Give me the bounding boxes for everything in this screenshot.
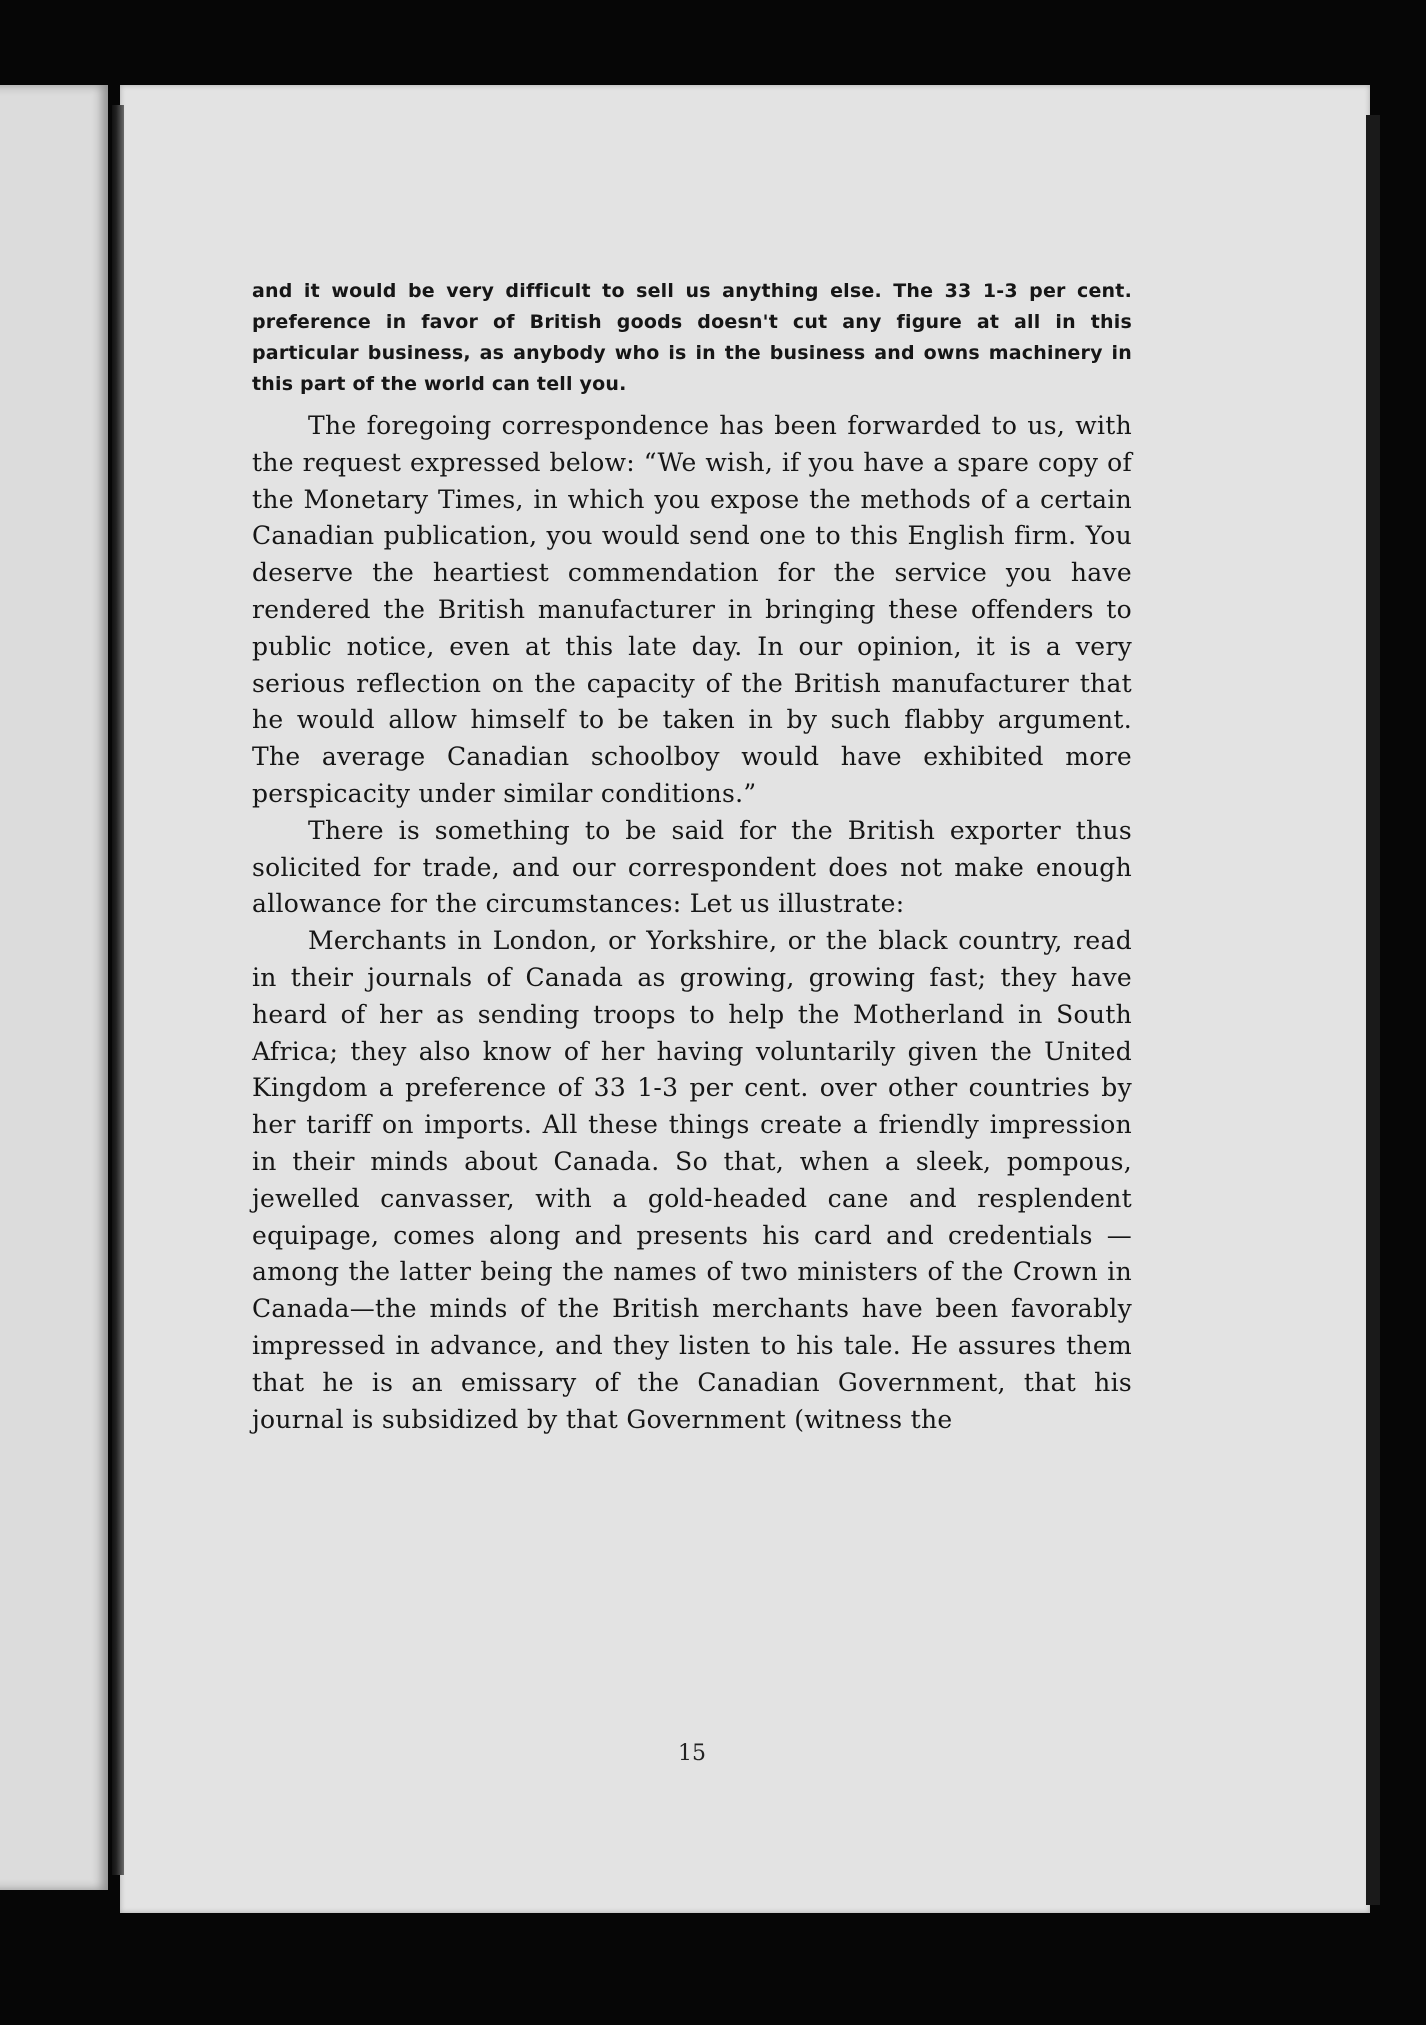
quoted-letter-excerpt: and it would be very difficult to sell us anything else. The 33 1-3 per cent. preference in favor of British goods doesn't cut any figure at all in this particular business, as anybody who is in the business and owns machinery in this part of the world can tell you.	[252, 280, 1132, 395]
book-gutter	[112, 105, 124, 1875]
page-edge-shadow	[1366, 115, 1380, 1905]
paragraph-correspondence: The foregoing correspondence has been forwarded to us, with the request expressed below: “We wish, if you have a spare copy of the Monetary Times, in which you expose the methods of a certain Canadian publication, you would send one to this English firm. You deserve the heartiest commendation for the service you have rendered the British manufacturer in bringing these offenders to public notice, even at this late day. In our opinion, it is a very serious reflection on the capacity of the British manufacturer that he would allow himself to be taken in by such flabby argument. The average Canadian schoolboy would have exhibited more perspicacity under similar conditions.”	[252, 411, 1132, 808]
facing-page-edge	[0, 85, 108, 1890]
page-number: 15	[678, 1741, 706, 1766]
paragraph-british-exporter: There is something to be said for the British exporter thus solicited for trade, and our correspondent does not make enough allowance for the circumstances: Let us illustrate:	[252, 815, 1132, 919]
page-text-block	[252, 276, 1132, 1766]
paragraph-merchants: Merchants in London, or Yorkshire, or the black country, read in their journals of Canada as growing, growing fast; they have heard of her as sending troops to help the Motherland in South Africa; they also know of her having voluntarily given the United Kingdom a preference of 33 1-3 per cent. over other countries by her tariff on imports. All these things create a friendly impression in their minds about Canada. So that, when a sleek, pompous, jewelled canvasser, with a gold-headed cane and resplendent equipage, comes along and presents his card and credentials —among the latter being the names of two ministers of the Crown in Canada—the minds of the British merchants have been favorably impressed in advance, and they listen to his tale. He assures them that he is an emissary of the Canadian Government, that his journal is subsidized by that Government (witness the	[252, 926, 1132, 1434]
